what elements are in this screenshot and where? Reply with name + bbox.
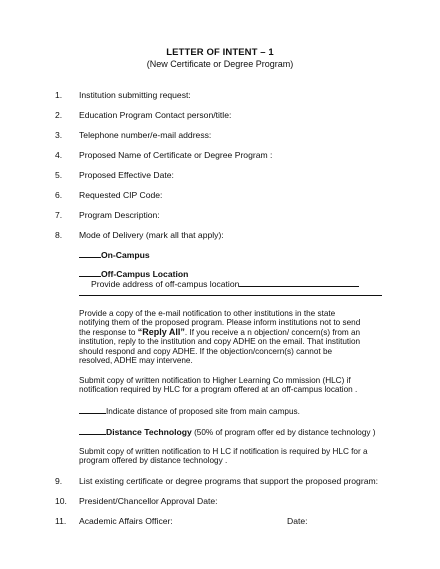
off-campus-label: Off-Campus Location <box>101 269 189 279</box>
paragraph-line: institution, reply to the institution and copy ADHE on the email. That institution <box>79 337 361 347</box>
item-number: 9. <box>55 476 63 486</box>
hlc-notification-paragraph <box>79 376 389 395</box>
item-number: 3. <box>55 130 63 140</box>
off-campus-option <box>79 269 188 279</box>
item-number: 8. <box>55 230 63 240</box>
paragraph-text: the response to <box>79 327 138 337</box>
item-label: Academic Affairs Officer: <box>79 516 173 526</box>
document-title: LETTER OF INTENT – 1 <box>166 47 274 58</box>
item-number: 2. <box>55 110 63 120</box>
distance-technology-blank[interactable] <box>79 427 106 435</box>
item-number: 6. <box>55 190 63 200</box>
off-campus-address-label: Provide address of off-campus location <box>91 279 240 289</box>
off-campus-address-line <box>91 279 359 289</box>
distance-technology-label: Distance Technology <box>106 427 192 437</box>
off-campus-blank[interactable] <box>79 269 101 277</box>
distance-blank[interactable] <box>79 406 106 414</box>
item-label: Proposed Name of Certificate or Degree Program : <box>79 150 273 160</box>
item-number: 4. <box>55 150 63 160</box>
distance-hlc-paragraph <box>79 447 389 466</box>
paragraph-line <box>79 328 389 337</box>
paragraph-line: Provide a copy of the e-mail notification to other institutions in the state <box>79 309 336 318</box>
paragraph-line: program offered by distance technology . <box>79 456 228 466</box>
item-label: Mode of Delivery (mark all that apply): <box>79 230 224 240</box>
distance-technology-option <box>79 427 376 438</box>
paragraph-line: resolved, ADHE may intervene. <box>79 356 193 366</box>
item-label: Telephone number/e-mail address: <box>79 130 212 140</box>
paragraph-line: should respond and copy ADHE. If the objection/concern(s) cannot be <box>79 346 333 356</box>
paragraph-text: . If you receive a n objection/ concern(s) from an <box>184 327 361 337</box>
on-campus-blank[interactable] <box>79 250 101 258</box>
item-label: Requested CIP Code: <box>79 190 163 200</box>
item-label: List existing certificate or degree programs that support the proposed program: <box>79 476 379 486</box>
paragraph-line: Submit copy of written notification to H LC if notification is required by HLC for a <box>79 447 368 456</box>
paragraph-line: notifying them of the proposed program. Please inform institutions not to send <box>79 318 361 328</box>
off-campus-address-blank[interactable] <box>239 279 359 287</box>
item-label: President/Chancellor Approval Date: <box>79 496 218 506</box>
distance-from-main-option <box>79 406 300 417</box>
item-number: 7. <box>55 210 63 220</box>
document-subtitle: (New Certificate or Degree Program) <box>146 59 294 69</box>
paragraph-line: Submit copy of written notification to Higher Learning Co mmission (HLC) if <box>79 376 351 385</box>
notification-paragraph <box>79 309 389 365</box>
item-number: 1. <box>55 90 63 100</box>
item-label: Education Program Contact person/title: <box>79 110 232 120</box>
item-label: Program Description: <box>79 210 160 220</box>
reply-all-emphasis: “Reply All” <box>137 326 185 337</box>
item-label: Proposed Effective Date: <box>79 170 174 180</box>
on-campus-option <box>79 250 150 260</box>
address-line-2[interactable] <box>79 295 382 296</box>
item-number: 11. <box>55 516 67 526</box>
item-number: 5. <box>55 170 63 180</box>
paragraph-line: notification required by HLC for a program offered at an off-campus location . <box>79 385 358 395</box>
distance-technology-note: (50% of program offer ed by distance technology ) <box>191 428 376 437</box>
item-label: Institution submitting request: <box>79 90 191 100</box>
on-campus-label: On-Campus <box>101 250 150 260</box>
distance-from-main-label: Indicate distance of proposed site from main campus. <box>106 407 300 416</box>
date-label: Date: <box>287 516 308 526</box>
item-number: 10. <box>55 496 67 506</box>
